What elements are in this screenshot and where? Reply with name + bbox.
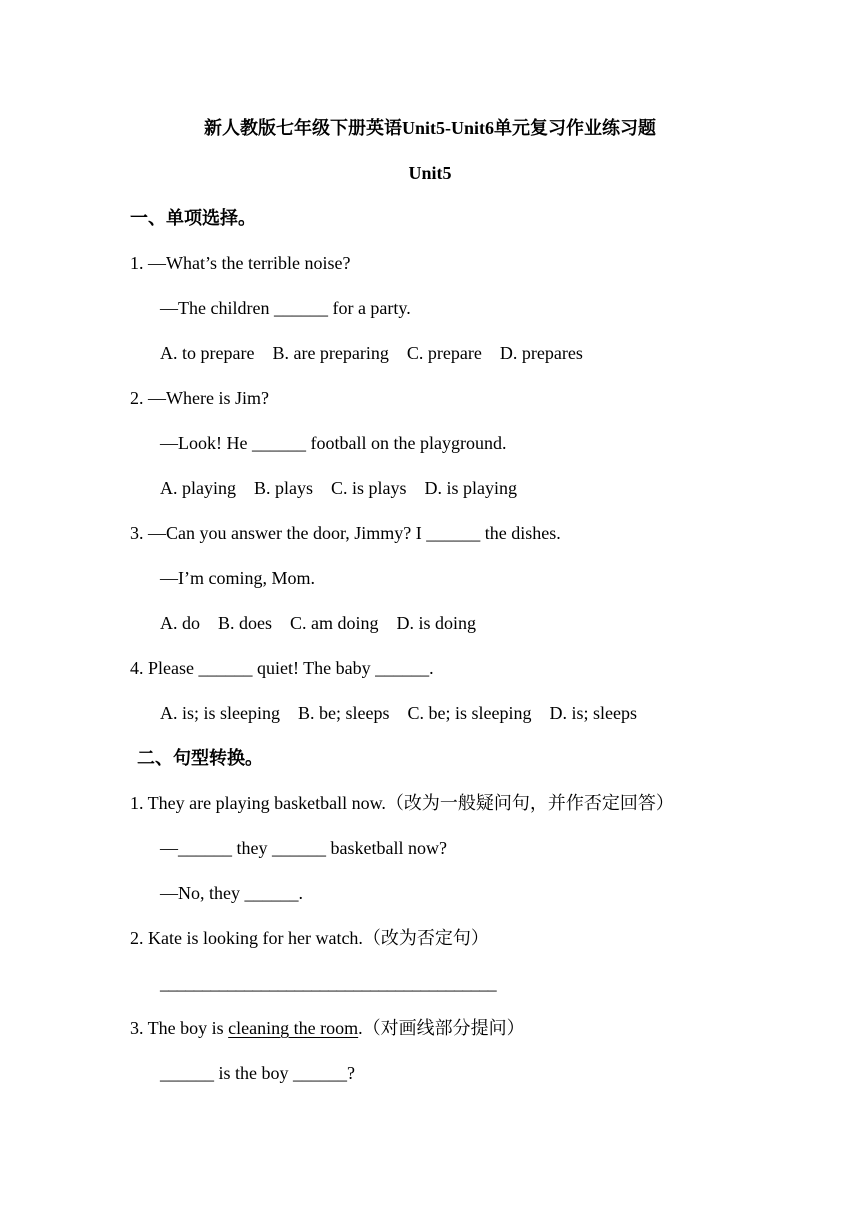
question-4-stem: 4. Please ______ quiet! The baby ______. (130, 658, 434, 678)
transform-2-stem: 2. Kate is looking for her watch.（改为否定句） (130, 928, 489, 948)
question-2-options: A. playing B. plays C. is plays D. is playing (160, 478, 517, 498)
question-3-stem: 3. —Can you answer the door, Jimmy? I ______ the dishes. (130, 523, 561, 543)
transform-1-stem: 1. They are playing basketball now.（改为一般疑问句，并作否定回答） (130, 793, 674, 813)
transform-3-suffix: .（对画线部分提问） (358, 1018, 525, 1038)
question-4-options: A. is; is sleeping B. be; sleeps C. be; is sleeping D. is; sleeps (160, 703, 637, 723)
transform-2-answer-line: ________________________________________ (160, 973, 497, 993)
section-heading-choice: 一、单项选择。 (130, 208, 256, 228)
transform-3-line2: ______ is the boy ______? (160, 1063, 355, 1083)
question-1-line2: —The children ______ for a party. (160, 298, 411, 318)
underlined-phrase: cleaning the room (228, 1018, 359, 1038)
question-1-options: A. to prepare B. are preparing C. prepare D. prepares (160, 343, 583, 363)
transform-3-prefix: 3. The boy is (130, 1018, 229, 1038)
question-1-stem: 1. —What’s the terrible noise? (130, 253, 351, 273)
transform-1-line2: —______ they ______ basketball now? (160, 838, 447, 858)
unit-heading: Unit5 (408, 163, 452, 183)
page-title: 新人教版七年级下册英语Unit5-Unit6单元复习作业练习题 (203, 118, 656, 138)
question-3-options: A. do B. does C. am doing D. is doing (160, 613, 477, 633)
question-3-line2: —I’m coming, Mom. (160, 568, 315, 588)
section-heading-transform: 二、句型转换。 (137, 748, 263, 768)
transform-3-stem (130, 1016, 525, 1040)
transform-1-line3: —No, they ______. (160, 883, 303, 903)
question-2-stem: 2. —Where is Jim? (130, 388, 269, 408)
question-2-line2: —Look! He ______ football on the playground. (160, 433, 507, 453)
